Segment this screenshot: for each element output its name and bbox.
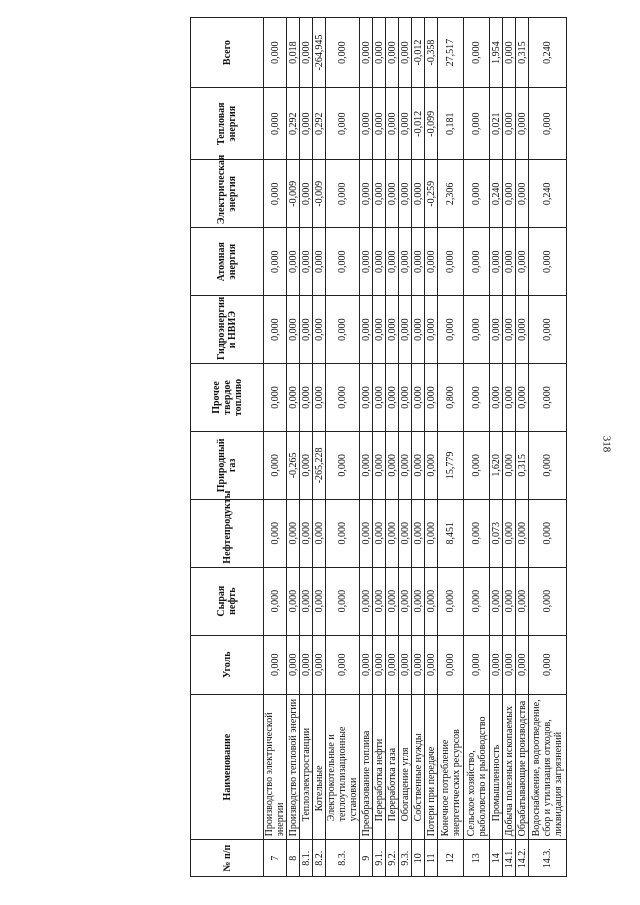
value-cell: -0,009	[287, 160, 300, 228]
table-row	[373, 18, 386, 877]
value-cell: 0,000	[412, 567, 425, 635]
value-cell: 0,000	[326, 567, 360, 635]
value-cell: 0,000	[264, 431, 287, 499]
table-row	[264, 18, 287, 877]
value-cell: 0,000	[503, 296, 516, 364]
value-cell: 0,000	[438, 567, 464, 635]
value-cell: 0,000	[516, 228, 529, 296]
value-cell: 0,000	[326, 364, 360, 432]
value-cell: 0,000	[503, 18, 516, 88]
value-cell: 0,000	[360, 88, 373, 160]
value-cell: 0,000	[503, 431, 516, 499]
value-cell: 0,000	[412, 499, 425, 567]
page-number: 318	[600, 435, 613, 453]
value-cell: 0,000	[516, 635, 529, 694]
row-name-cell: Теплоэлектростанции	[300, 694, 313, 840]
header-cell: Тепловая энергия	[191, 88, 264, 160]
value-cell: 0,000	[464, 296, 490, 364]
value-cell: 0,000	[503, 499, 516, 567]
value-cell: 0,000	[516, 567, 529, 635]
header-cell: Всего	[191, 18, 264, 88]
value-cell: 0,000	[503, 364, 516, 432]
value-cell: 0,000	[264, 499, 287, 567]
header-cell: Сырая нефть	[191, 567, 264, 635]
value-cell: 0,000	[425, 296, 438, 364]
value-cell: 0,000	[425, 567, 438, 635]
table-row	[326, 18, 360, 877]
row-number-cell: 9.1.	[373, 840, 386, 877]
value-cell: 0,000	[360, 18, 373, 88]
row-number-cell: 9.3.	[399, 840, 412, 877]
value-cell: 0,000	[360, 364, 373, 432]
value-cell: 0,000	[313, 364, 326, 432]
value-cell: 0,000	[464, 431, 490, 499]
value-cell: 0,000	[399, 499, 412, 567]
row-name-cell: Добыча полезных ископаемых	[503, 694, 516, 840]
value-cell: 0,000	[264, 567, 287, 635]
value-cell: 0,000	[313, 296, 326, 364]
value-cell: 0,000	[464, 567, 490, 635]
value-cell: 0,000	[464, 635, 490, 694]
row-number-cell: 12	[438, 840, 464, 877]
value-cell: 0,000	[300, 160, 313, 228]
value-cell: 0,000	[360, 228, 373, 296]
rotated-table-container	[190, 17, 640, 877]
value-cell: 0,000	[529, 499, 567, 567]
value-cell: 0,000	[386, 228, 399, 296]
header-cell: Гидроэнергия и НВИЭ	[191, 296, 264, 364]
value-cell: 0,000	[529, 431, 567, 499]
row-name-cell: Электрокотельные и теплоутилизационные установки	[326, 694, 360, 840]
value-cell: 0,000	[287, 228, 300, 296]
value-cell: 0,000	[264, 88, 287, 160]
value-cell: 1,620	[490, 431, 503, 499]
header-cell: Нефтепродукты	[191, 499, 264, 567]
value-cell: 0,000	[360, 567, 373, 635]
value-cell: 0,000	[412, 228, 425, 296]
value-cell: 0,000	[425, 499, 438, 567]
value-cell: 0,073	[490, 499, 503, 567]
value-cell: 0,000	[373, 635, 386, 694]
value-cell: 0,000	[425, 364, 438, 432]
row-number-cell: 8	[287, 840, 300, 877]
value-cell: 0,000	[425, 431, 438, 499]
value-cell: 0,000	[313, 635, 326, 694]
value-cell: 0,000	[313, 228, 326, 296]
energy-balance-table	[190, 17, 567, 877]
table-row	[412, 18, 425, 877]
value-cell: 0,000	[503, 160, 516, 228]
value-cell: 0,000	[529, 228, 567, 296]
value-cell: 0,000	[373, 499, 386, 567]
value-cell: 0,000	[326, 160, 360, 228]
row-name-cell: Переработка нефти	[373, 694, 386, 840]
value-cell: 0,000	[412, 431, 425, 499]
header-cell: № п/п	[191, 840, 264, 877]
value-cell: 0,000	[300, 567, 313, 635]
row-name-cell: Собственные нужды	[412, 694, 425, 840]
value-cell: 0,000	[529, 296, 567, 364]
row-number-cell: 14	[490, 840, 503, 877]
value-cell: 0,000	[464, 364, 490, 432]
value-cell: -0,259	[425, 160, 438, 228]
value-cell: -0,358	[425, 18, 438, 88]
value-cell: 0,800	[438, 364, 464, 432]
value-cell: 0,000	[412, 160, 425, 228]
value-cell: 0,000	[399, 88, 412, 160]
row-number-cell: 11	[425, 840, 438, 877]
value-cell: 15,779	[438, 431, 464, 499]
value-cell: 0,000	[300, 364, 313, 432]
row-name-cell: Водоснабжение, водоотведение, сбор и утилизация отходов, ликвидация загрязнений	[529, 694, 567, 840]
value-cell: 0,000	[464, 160, 490, 228]
value-cell: 0,000	[287, 364, 300, 432]
value-cell: 0,000	[264, 160, 287, 228]
value-cell: 0,000	[360, 160, 373, 228]
value-cell: 0,000	[326, 88, 360, 160]
row-number-cell: 13	[464, 840, 490, 877]
value-cell: 0,000	[326, 296, 360, 364]
value-cell: 0,000	[490, 567, 503, 635]
row-name-cell: Обогащение угля	[399, 694, 412, 840]
value-cell: 0,000	[503, 228, 516, 296]
row-number-cell: 8.1.	[300, 840, 313, 877]
value-cell: 0,000	[326, 499, 360, 567]
table-row	[490, 18, 503, 877]
value-cell: 0,000	[503, 88, 516, 160]
value-cell: 0,000	[300, 18, 313, 88]
value-cell: 0,000	[386, 567, 399, 635]
value-cell: 0,000	[264, 228, 287, 296]
value-cell: 0,000	[516, 160, 529, 228]
value-cell: 0,000	[399, 160, 412, 228]
value-cell: 0,000	[287, 567, 300, 635]
header-cell: Уголь	[191, 635, 264, 694]
value-cell: 0,000	[373, 567, 386, 635]
row-number-cell: 7	[264, 840, 287, 877]
value-cell: 0,000	[373, 431, 386, 499]
row-name-cell: Промышленность	[490, 694, 503, 840]
table-row	[399, 18, 412, 877]
value-cell: 0,000	[326, 431, 360, 499]
value-cell: 0,000	[300, 88, 313, 160]
value-cell: 0,000	[425, 635, 438, 694]
value-cell: 2,306	[438, 160, 464, 228]
table-row	[529, 18, 567, 877]
value-cell: 0,000	[360, 431, 373, 499]
value-cell: 0,000	[464, 18, 490, 88]
value-cell: 0,000	[399, 431, 412, 499]
row-name-cell: Производство тепловой энергии	[287, 694, 300, 840]
row-number-cell: 8.3.	[326, 840, 360, 877]
value-cell: -0,012	[412, 18, 425, 88]
value-cell: 0,000	[503, 567, 516, 635]
value-cell: 0,000	[529, 567, 567, 635]
value-cell: 0,000	[490, 635, 503, 694]
value-cell: 0,000	[425, 228, 438, 296]
value-cell: 0,292	[313, 88, 326, 160]
value-cell: 0,000	[300, 431, 313, 499]
value-cell: 27,517	[438, 18, 464, 88]
header-cell: Прочее твердое топливо	[191, 364, 264, 432]
table-row	[313, 18, 326, 877]
value-cell: 8,451	[438, 499, 464, 567]
header-cell: Электрическая энергия	[191, 160, 264, 228]
value-cell: -0,265	[287, 431, 300, 499]
value-cell: 0,000	[373, 364, 386, 432]
value-cell: 0,000	[264, 364, 287, 432]
value-cell: 0,000	[386, 431, 399, 499]
value-cell: 0,000	[490, 296, 503, 364]
value-cell: -0,009	[313, 160, 326, 228]
value-cell: 0,000	[529, 88, 567, 160]
value-cell: 0,240	[490, 160, 503, 228]
value-cell: 0,000	[264, 18, 287, 88]
value-cell: 0,000	[373, 296, 386, 364]
value-cell: 0,000	[386, 88, 399, 160]
value-cell: 0,000	[490, 364, 503, 432]
value-cell: 1,954	[490, 18, 503, 88]
value-cell: 0,000	[313, 567, 326, 635]
value-cell: 0,000	[373, 18, 386, 88]
value-cell: 0,000	[412, 364, 425, 432]
row-name-cell: Производство электрической энергии	[264, 694, 287, 840]
value-cell: 0,000	[326, 228, 360, 296]
table-row	[425, 18, 438, 877]
row-number-cell: 10	[412, 840, 425, 877]
value-cell: 0,000	[399, 18, 412, 88]
value-cell: 0,000	[386, 635, 399, 694]
row-name-cell: Потери при передаче	[425, 694, 438, 840]
table-row	[516, 18, 529, 877]
value-cell: 0,000	[399, 296, 412, 364]
row-number-cell: 14.3.	[529, 840, 567, 877]
value-cell: 0,000	[490, 228, 503, 296]
value-cell: 0,000	[300, 296, 313, 364]
value-cell: 0,240	[529, 160, 567, 228]
value-cell: 0,000	[412, 296, 425, 364]
value-cell: 0,000	[373, 228, 386, 296]
value-cell: 0,000	[386, 160, 399, 228]
value-cell: 0,000	[264, 635, 287, 694]
value-cell: 0,000	[386, 18, 399, 88]
row-name-cell: Обрабатывающие производства	[516, 694, 529, 840]
value-cell: 0,000	[516, 364, 529, 432]
table-row	[438, 18, 464, 877]
row-number-cell: 9.2.	[386, 840, 399, 877]
value-cell: 0,000	[516, 499, 529, 567]
value-cell: 0,315	[516, 431, 529, 499]
value-cell: 0,000	[399, 635, 412, 694]
value-cell: 0,000	[373, 88, 386, 160]
table-row	[300, 18, 313, 877]
value-cell: -0,099	[425, 88, 438, 160]
value-cell: 0,000	[300, 635, 313, 694]
value-cell: 0,000	[313, 499, 326, 567]
header-cell: Атомная энергия	[191, 228, 264, 296]
value-cell: 0,000	[287, 635, 300, 694]
row-name-cell: Сельское хозяйство, рыболовство и рыбоводство	[464, 694, 490, 840]
value-cell: -0,012	[412, 88, 425, 160]
value-cell: 0,000	[412, 635, 425, 694]
header-row	[191, 18, 264, 877]
value-cell: 0,000	[529, 364, 567, 432]
value-cell: 0,000	[360, 296, 373, 364]
value-cell: 0,000	[326, 635, 360, 694]
value-cell: 0,000	[438, 296, 464, 364]
value-cell: 0,000	[287, 296, 300, 364]
value-cell: -264,945	[313, 18, 326, 88]
header-cell: Природный газ	[191, 431, 264, 499]
value-cell: 0,000	[300, 499, 313, 567]
row-name-cell: Преобразование топлива	[360, 694, 373, 840]
row-number-cell: 14.1.	[503, 840, 516, 877]
value-cell: 0,000	[386, 296, 399, 364]
table-row	[503, 18, 516, 877]
table-row	[360, 18, 373, 877]
value-cell: 0,000	[360, 499, 373, 567]
row-number-cell: 9	[360, 840, 373, 877]
row-number-cell: 8.2.	[313, 840, 326, 877]
value-cell: 0,000	[373, 160, 386, 228]
row-name-cell: Котельные	[313, 694, 326, 840]
value-cell: 0,000	[438, 635, 464, 694]
value-cell: -265,228	[313, 431, 326, 499]
table-row	[287, 18, 300, 877]
value-cell: 0,000	[264, 296, 287, 364]
value-cell: 0,000	[464, 88, 490, 160]
value-cell: 0,000	[503, 635, 516, 694]
value-cell: 0,181	[438, 88, 464, 160]
row-number-cell: 14.2.	[516, 840, 529, 877]
table-row	[464, 18, 490, 877]
value-cell: 0,315	[516, 18, 529, 88]
table-row	[386, 18, 399, 877]
value-cell: 0,000	[399, 228, 412, 296]
value-cell: 0,000	[464, 228, 490, 296]
header-cell: Наименование	[191, 694, 264, 840]
row-name-cell: Конечное потребление энергетических ресурсов	[438, 694, 464, 840]
value-cell: 0,000	[360, 635, 373, 694]
value-cell: 0,000	[386, 364, 399, 432]
value-cell: 0,000	[529, 635, 567, 694]
value-cell: 0,292	[287, 88, 300, 160]
value-cell: 0,240	[529, 18, 567, 88]
value-cell: 0,000	[386, 499, 399, 567]
value-cell: 0,018	[287, 18, 300, 88]
value-cell: 0,000	[516, 296, 529, 364]
table-body	[264, 18, 567, 877]
value-cell: 0,021	[490, 88, 503, 160]
value-cell: 0,000	[287, 499, 300, 567]
value-cell: 0,000	[438, 228, 464, 296]
value-cell: 0,000	[399, 567, 412, 635]
value-cell: 0,000	[399, 364, 412, 432]
value-cell: 0,000	[516, 88, 529, 160]
value-cell: 0,000	[326, 18, 360, 88]
value-cell: 0,000	[300, 228, 313, 296]
row-name-cell: Переработка газа	[386, 694, 399, 840]
value-cell: 0,000	[464, 499, 490, 567]
